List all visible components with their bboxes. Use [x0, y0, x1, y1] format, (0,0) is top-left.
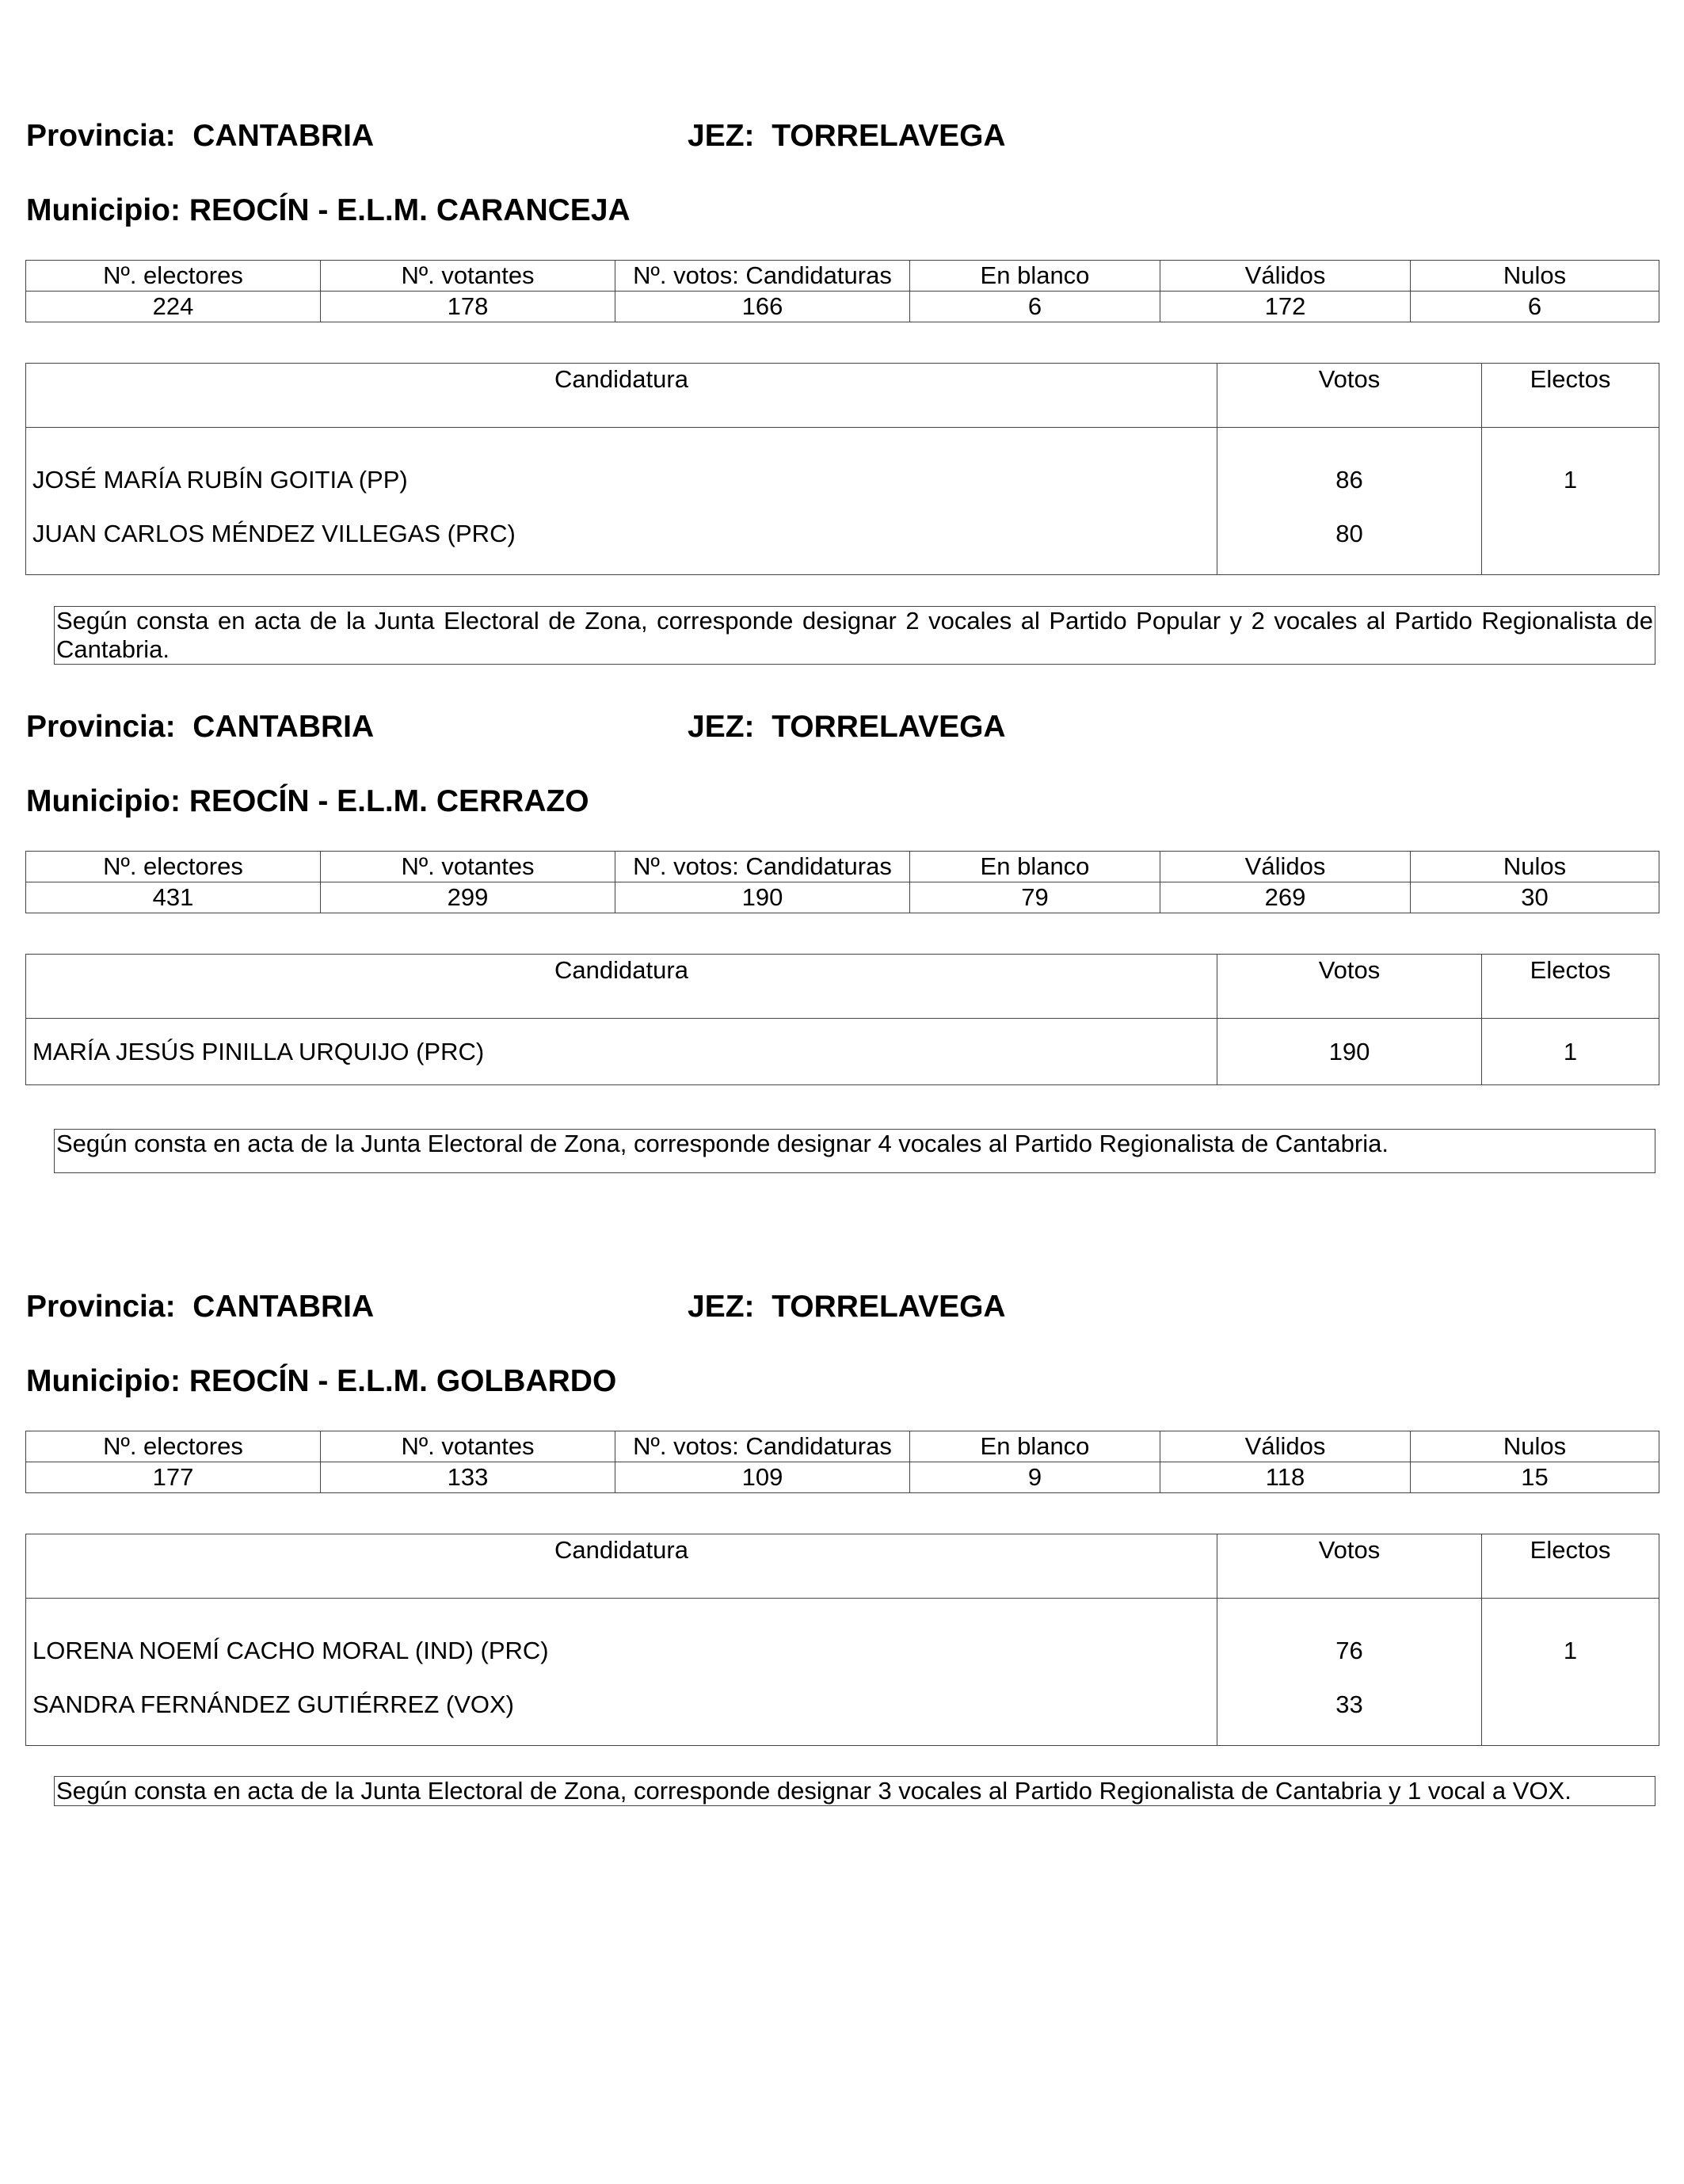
stats-value-cell: 15: [1411, 1462, 1659, 1493]
candidate-electos: [1482, 509, 1659, 575]
electos-header: Electos: [1482, 955, 1659, 1019]
candidate-votos: 33: [1217, 1679, 1482, 1746]
designation-note: Según consta en acta de la Junta Electoral de Zona, corresponde designar 4 vocales al Partido Regionalista de Cantabria.: [54, 1129, 1655, 1173]
candidate-votos: 76: [1217, 1599, 1482, 1679]
candidate-votos: 80: [1217, 509, 1482, 575]
stats-header-cell: En blanco: [910, 261, 1160, 292]
candidates-table: [25, 1534, 1659, 1746]
candidatura-header: Candidatura: [26, 364, 1217, 428]
stats-header-cell: Nulos: [1411, 1431, 1659, 1462]
votos-header: Votos: [1217, 955, 1482, 1019]
candidates-header-row: [26, 955, 1659, 1019]
stats-header-cell: Nulos: [1411, 261, 1659, 292]
stats-value-cell: 299: [321, 882, 615, 913]
municipio-label: Municipio:: [26, 1364, 181, 1398]
designation-note: Según consta en acta de la Junta Electoral de Zona, corresponde designar 2 vocales al Partido Popular y 2 vocales al Partido Regionalista de Cantabria.: [54, 606, 1655, 665]
candidates-header-row: [26, 364, 1659, 428]
stats-header-row: [26, 852, 1659, 882]
electos-header: Electos: [1482, 364, 1659, 428]
municipio-heading: [26, 1366, 616, 1397]
municipio-heading: [26, 786, 589, 817]
candidate-name: LORENA NOEMÍ CACHO MORAL (IND) (PRC): [26, 1599, 1217, 1679]
stats-value-cell: 224: [26, 292, 321, 322]
municipio-value: REOCÍN - E.L.M. CARANCEJA: [189, 193, 631, 227]
stats-header-cell: En blanco: [910, 1431, 1160, 1462]
stats-header-cell: Nº. votos: Candidaturas: [615, 261, 910, 292]
candidate-name: JOSÉ MARÍA RUBÍN GOITIA (PP): [26, 428, 1217, 509]
candidatura-header: Candidatura: [26, 955, 1217, 1019]
stats-value-cell: 269: [1160, 882, 1411, 913]
provincia-heading: [26, 1291, 374, 1322]
stats-value-cell: 431: [26, 882, 321, 913]
votos-header: Votos: [1217, 1534, 1482, 1599]
provincia-label: Provincia:: [26, 710, 176, 744]
stats-value-cell: 9: [910, 1462, 1160, 1493]
candidate-row: [26, 1679, 1659, 1746]
candidate-electos: 1: [1482, 428, 1659, 509]
stats-header-cell: Nº. votos: Candidaturas: [615, 852, 910, 882]
stats-header-cell: Nº. electores: [26, 852, 321, 882]
stats-table: [25, 260, 1659, 322]
municipio-value: REOCÍN - E.L.M. GOLBARDO: [189, 1364, 617, 1398]
votos-header: Votos: [1217, 364, 1482, 428]
stats-value-row: [26, 882, 1659, 913]
jez-heading: [688, 1291, 1006, 1322]
stats-header-cell: Nº. votantes: [321, 1431, 615, 1462]
jez-label: JEZ:: [688, 119, 755, 153]
jez-heading: [688, 120, 1006, 151]
designation-note: Según consta en acta de la Junta Electoral de Zona, corresponde designar 3 vocales al Partido Regionalista de Cantabria y 1 vocal a VOX.: [54, 1776, 1655, 1806]
candidate-votos: 190: [1217, 1019, 1482, 1085]
stats-value-cell: 30: [1411, 882, 1659, 913]
stats-header-cell: En blanco: [910, 852, 1160, 882]
jez-value: TORRELAVEGA: [772, 1290, 1006, 1324]
stats-value-cell: 177: [26, 1462, 321, 1493]
stats-value-cell: 172: [1160, 292, 1411, 322]
electos-header: Electos: [1482, 1534, 1659, 1599]
provincia-heading: [26, 711, 374, 742]
stats-value-cell: 109: [615, 1462, 910, 1493]
candidate-name: MARÍA JESÚS PINILLA URQUIJO (PRC): [26, 1019, 1217, 1085]
jez-label: JEZ:: [688, 1290, 755, 1324]
stats-header-row: [26, 261, 1659, 292]
candidate-electos: 1: [1482, 1019, 1659, 1085]
candidate-row: [26, 1019, 1659, 1085]
stats-value-row: [26, 292, 1659, 322]
municipio-label: Municipio:: [26, 784, 181, 818]
stats-header-cell: Nº. votantes: [321, 852, 615, 882]
candidate-electos: [1482, 1679, 1659, 1746]
stats-header-cell: Nº. votos: Candidaturas: [615, 1431, 910, 1462]
jez-value: TORRELAVEGA: [772, 710, 1006, 744]
candidates-header-row: [26, 1534, 1659, 1599]
candidates-table: [25, 954, 1659, 1085]
stats-header-row: [26, 1431, 1659, 1462]
jez-label: JEZ:: [688, 710, 755, 744]
provincia-value: CANTABRIA: [192, 1290, 375, 1324]
stats-table: [25, 1431, 1659, 1493]
stats-header-cell: Válidos: [1160, 852, 1411, 882]
stats-value-row: [26, 1462, 1659, 1493]
candidate-name: JUAN CARLOS MÉNDEZ VILLEGAS (PRC): [26, 509, 1217, 575]
candidate-row: [26, 1599, 1659, 1679]
candidate-votos: 86: [1217, 428, 1482, 509]
provincia-heading: [26, 120, 374, 151]
stats-value-cell: 6: [910, 292, 1160, 322]
jez-value: TORRELAVEGA: [772, 119, 1006, 153]
stats-value-cell: 190: [615, 882, 910, 913]
candidatura-header: Candidatura: [26, 1534, 1217, 1599]
stats-header-cell: Nulos: [1411, 852, 1659, 882]
candidate-name: SANDRA FERNÁNDEZ GUTIÉRREZ (VOX): [26, 1679, 1217, 1746]
stats-header-cell: Nº. electores: [26, 1431, 321, 1462]
municipio-heading: [26, 195, 631, 226]
stats-value-cell: 118: [1160, 1462, 1411, 1493]
provincia-value: CANTABRIA: [192, 119, 375, 153]
candidate-electos: 1: [1482, 1599, 1659, 1679]
municipio-label: Municipio:: [26, 193, 181, 227]
provincia-value: CANTABRIA: [192, 710, 375, 744]
stats-value-cell: 6: [1411, 292, 1659, 322]
stats-value-cell: 166: [615, 292, 910, 322]
stats-header-cell: Válidos: [1160, 261, 1411, 292]
jez-heading: [688, 711, 1006, 742]
provincia-label: Provincia:: [26, 119, 176, 153]
provincia-label: Provincia:: [26, 1290, 176, 1324]
stats-table: [25, 851, 1659, 913]
stats-header-cell: Nº. votantes: [321, 261, 615, 292]
candidate-row: [26, 428, 1659, 509]
stats-value-cell: 79: [910, 882, 1160, 913]
stats-value-cell: 178: [321, 292, 615, 322]
stats-header-cell: Nº. electores: [26, 261, 321, 292]
stats-value-cell: 133: [321, 1462, 615, 1493]
candidate-row: [26, 509, 1659, 575]
candidates-table: [25, 363, 1659, 575]
municipio-value: REOCÍN - E.L.M. CERRAZO: [189, 784, 589, 818]
stats-header-cell: Válidos: [1160, 1431, 1411, 1462]
